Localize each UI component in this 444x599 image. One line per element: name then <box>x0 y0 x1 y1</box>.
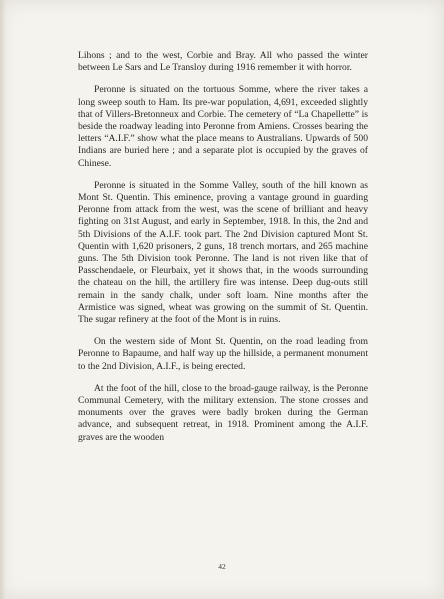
paragraph-continued: Lihons ; and to the west, Corbie and Bray. All who passed the winter between Le Sars and Le Transloy during 1916 remember it with horror. <box>78 50 368 74</box>
paragraph-monument: On the western side of Mont St. Quentin, on the road leading from Peronne to Bapaume, and half way up the hillside, a permanent monument to the 2nd Division, A.I.F., is being erected. <box>78 336 368 372</box>
page-edge-shadow <box>0 0 6 599</box>
paragraph-peronne-somme: Peronne is situated on the tortuous Somme, where the river takes a long sweep south to Ham. Its pre-war population, 4,691, exceeded slightly that of Villers-Bretonneux and Corbie. The cemetery of “La Chapellette” is beside the roadway leading into Peronne from Amiens. Crosses bearing the letters “A.I.F.” show what the place means to Australians. Upwards of 500 Indians are buried here ; and a separate plot is occupied by the graves of Chinese. <box>78 84 368 169</box>
paragraph-communal-cemetery: At the foot of the hill, close to the broad-gauge railway, is the Peronne Communal Cemetery, with the military extension. The stone crosses and monuments over the graves were badly broken during the German advance, and subsequent retreat, in 1918. Prominent among the A.I.F. graves are the wooden <box>78 382 368 443</box>
body-text <box>78 50 368 454</box>
paragraph-mont-st-quentin: Peronne is situated in the Somme Valley, south of the hill known as Mont St. Quentin. This eminence, proving a vantage ground in guarding Peronne from attack from the west, was the scene of brilliant and heavy fighting on 31st August, and early in September, 1918. In this, the 2nd and 5th Divisions of the A.I.F. took part. The 2nd Division captured Mont St. Quentin with 1,620 prisoners, 2 guns, 18 trench mortars, and 265 machine guns. The 5th Division took Peronne. The land is not riven like that of Passchendaele, or Fleurbaix, yet it shows that, in the woods surrounding the chateau on the hill, the artillery fire was intense. Deep dug-outs still remain in the sandy chalk, under soft loam. Nine months after the Armistice was signed, wheat was growing on the summit of St. Quentin. The sugar refinery at the foot of the Mont is in ruins. <box>78 179 368 326</box>
page-number: 42 <box>218 562 226 571</box>
